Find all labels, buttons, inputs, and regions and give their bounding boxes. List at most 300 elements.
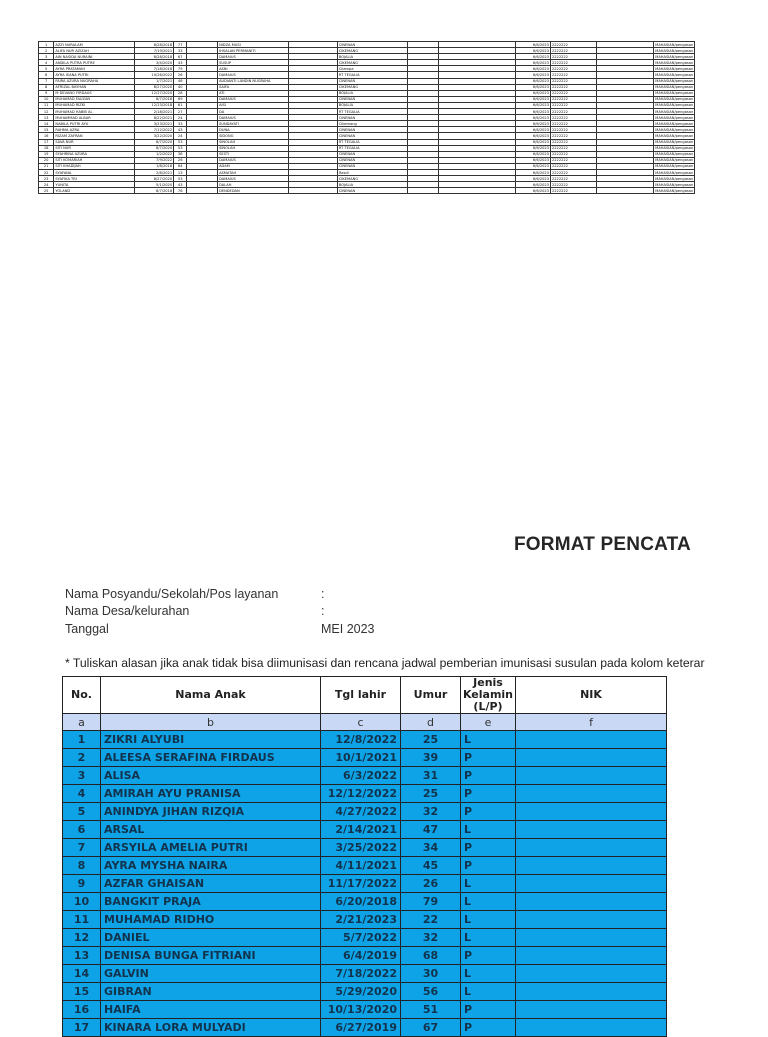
table-row	[63, 731, 667, 749]
cell-no: 14	[63, 965, 101, 983]
overview-cell: MAHASIAN/pengasan	[655, 152, 694, 157]
overview-cell: 7/18/2018	[134, 66, 174, 72]
cell-nama: ARSYILA AMELIA PUTRI	[101, 839, 321, 857]
overview-cell: 14	[39, 121, 54, 127]
overview-cell: DAMAIUS	[218, 176, 289, 182]
overview-cell: 2222222	[550, 48, 596, 54]
overview-cell: CIKEMANG	[337, 60, 407, 66]
overview-cell: CINENAN	[337, 157, 407, 163]
overview-cell: 2222222	[550, 188, 596, 194]
cell-nama: AYRA MYSHA NAIRA	[101, 857, 321, 875]
overview-cell: 8/27/2020	[134, 176, 174, 182]
cell-jk: P	[461, 839, 516, 857]
overview-cell: 43	[174, 127, 187, 133]
overview-cell: BOJALIA	[337, 54, 407, 60]
cell-tgl: 3/25/2022	[321, 839, 401, 857]
overview-cell: 6/6/2023	[515, 48, 550, 54]
overview-cell: 67	[174, 54, 187, 60]
cell-nama: KINARA LORA MULYADI	[101, 1019, 321, 1037]
table-row	[63, 911, 667, 929]
overview-cell: 10/26/2022	[134, 72, 174, 78]
cell-nik	[516, 803, 667, 821]
cell-nik	[516, 857, 667, 875]
cell-jk: P	[461, 1019, 516, 1037]
overview-cell: 27	[174, 109, 187, 115]
overview-table	[38, 41, 695, 194]
cell-umur: 31	[401, 767, 461, 785]
overview-cell: 61	[174, 102, 187, 108]
overview-cell: 6/6/2023	[515, 90, 550, 96]
overview-cell: DAMAIUS	[218, 157, 289, 163]
header-nama: Nama Anak	[101, 677, 321, 714]
overview-cell: 6/6/2023	[515, 127, 550, 133]
overview-cell: MAHASIAN/pengasan	[655, 97, 694, 102]
overview-cell: AISI	[218, 102, 289, 108]
overview-cell: 7/19/2021	[134, 48, 174, 54]
overview-cell: Cilampa	[337, 66, 407, 72]
overview-cell: 2222222	[550, 139, 596, 145]
overview-cell: MAHASIAN/pengasan	[655, 42, 694, 47]
overview-cell: Rasdi	[337, 169, 407, 175]
overview-cell: 1/8/2018	[134, 163, 174, 169]
table-row	[63, 1019, 667, 1037]
cell-nama: ARSAL	[101, 821, 321, 839]
overview-cell: 6/6/2023	[515, 121, 550, 127]
overview-cell: 6/6/2023	[515, 60, 550, 66]
header-jk: Jenis Kelamin (L/P)	[461, 677, 516, 714]
overview-cell: 6/6/2023	[515, 176, 550, 182]
overview-cell: CINENAN	[337, 96, 407, 102]
cell-umur: 30	[401, 965, 461, 983]
overview-cell: 10	[39, 96, 54, 102]
overview-cell: 2222222	[550, 182, 596, 188]
overview-cell: 6	[39, 72, 54, 78]
overview-cell: SYAHRINA AZURA	[54, 151, 134, 157]
overview-cell: 3/23/2021	[134, 121, 174, 127]
overview-cell: Cikemang	[337, 121, 407, 127]
cell-tgl: 10/13/2020	[321, 1001, 401, 1019]
letter-umur: d	[401, 714, 461, 731]
overview-cell: 2222222	[550, 102, 596, 108]
overview-cell: 43	[174, 60, 187, 66]
overview-cell: 12/27/2020	[134, 90, 174, 96]
table-row	[63, 785, 667, 803]
overview-cell: MAHASIAN/pengasan	[655, 182, 694, 187]
table-row	[63, 821, 667, 839]
cell-nama: DENISA BUNGA FITRIANI	[101, 947, 321, 965]
table-row	[63, 839, 667, 857]
overview-cell: 2222222	[550, 78, 596, 84]
overview-cell: 8/28/2018	[134, 42, 174, 48]
header-umur: Umur	[401, 677, 461, 714]
overview-cell: 2222222	[550, 72, 596, 78]
overview-cell: 2/8/2021	[134, 169, 174, 175]
table-row	[63, 749, 667, 767]
overview-cell: DUNA	[218, 127, 289, 133]
cell-nik	[516, 785, 667, 803]
overview-cell	[187, 188, 218, 194]
overview-cell: 2222222	[550, 176, 596, 182]
cell-tgl: 6/3/2022	[321, 767, 401, 785]
overview-cell: MUHAMAD FAUZAN	[54, 96, 134, 102]
overview-cell: 2222222	[550, 90, 596, 96]
overview-cell: 4	[39, 60, 54, 66]
overview-cell: 26	[174, 72, 187, 78]
cell-jk: P	[461, 749, 516, 767]
overview-cell: 2222222	[550, 163, 596, 169]
overview-cell: 21	[39, 163, 54, 169]
cell-umur: 26	[401, 875, 461, 893]
overview-cell: 6/6/2023	[515, 96, 550, 102]
overview-cell: 8/7/2018	[134, 188, 174, 194]
cell-umur: 39	[401, 749, 461, 767]
cell-nik	[516, 731, 667, 749]
overview-cell: 5/1/2020	[134, 182, 174, 188]
cell-no: 4	[63, 785, 101, 803]
overview-cell: 7	[39, 78, 54, 84]
overview-cell: AZZI NURALAM	[54, 42, 134, 48]
cell-jk: L	[461, 983, 516, 1001]
overview-cell: 5	[39, 66, 54, 72]
overview-cell: 23	[39, 176, 54, 182]
cell-nik	[516, 965, 667, 983]
overview-cell: 6/6/2023	[515, 84, 550, 90]
overview-cell: 6/6/2023	[515, 133, 550, 139]
letter-row	[63, 714, 667, 731]
overview-cell: 2/18/2021	[134, 109, 174, 115]
overview-cell: 2222222	[550, 60, 596, 66]
overview-cell: 20	[39, 157, 54, 163]
overview-cell: 53	[174, 139, 187, 145]
overview-cell: DAMAIUS	[218, 54, 289, 60]
overview-cell: 3	[39, 54, 54, 60]
table-row	[63, 947, 667, 965]
overview-cell: MAHASIAN/pengasan	[655, 85, 694, 90]
overview-cell: RT TEGALIA	[337, 145, 407, 151]
overview-cell: 8	[39, 84, 54, 90]
overview-cell: YOLAND	[54, 188, 134, 194]
overview-cell: 6/6/2023	[515, 78, 550, 84]
cell-no: 1	[63, 731, 101, 749]
overview-cell: MAHASIAN/pengasan	[655, 66, 694, 71]
header-nik: NIK	[516, 677, 667, 714]
cell-nama: GALVIN	[101, 965, 321, 983]
overview-cell: AYRA PRATAMAH	[54, 66, 134, 72]
overview-cell: NIDZA MUSI	[218, 42, 289, 48]
overview-cell: BOJALIA	[337, 182, 407, 188]
table-row	[63, 965, 667, 983]
cell-jk: P	[461, 803, 516, 821]
overview-cell: AFRIZAL BAYHAN	[54, 84, 134, 90]
overview-cell: SITI KHADIJAH	[54, 163, 134, 169]
overview-cell: M DEVANO FIRDAUS	[54, 90, 134, 96]
overview-cell: 77	[174, 42, 187, 48]
overview-cell: CINENAN	[337, 115, 407, 121]
overview-cell: 2222222	[550, 96, 596, 102]
overview-cell: 2222222	[550, 84, 596, 90]
overview-cell: 1	[39, 42, 54, 48]
overview-cell: 2222222	[550, 115, 596, 121]
overview-cell: CINENAN	[337, 133, 407, 139]
overview-cell: 7/9/2022	[134, 157, 174, 163]
overview-cell: 79	[174, 66, 187, 72]
posyandu-colon: :	[321, 587, 325, 601]
cell-tgl: 6/27/2019	[321, 1019, 401, 1037]
cell-umur: 67	[401, 1019, 461, 1037]
cell-umur: 25	[401, 731, 461, 749]
cell-nik	[516, 1001, 667, 1019]
overview-cell: 1/7/2021	[134, 78, 174, 84]
overview-cell: MUHAMAD RIZKI	[54, 102, 134, 108]
cell-umur: 68	[401, 947, 461, 965]
overview-cell: YUNITA	[54, 182, 134, 188]
overview-cell: 64	[174, 163, 187, 169]
overview-cell: 7/12/2022	[134, 127, 174, 133]
header-tgl: Tgl lahir	[321, 677, 401, 714]
overview-cell: 24	[174, 115, 187, 121]
overview-cell: ALIFA NUR AZIZAH	[54, 48, 134, 54]
overview-cell: 13	[174, 169, 187, 175]
overview-cell: 2222222	[550, 127, 596, 133]
overview-cell: 6/6/2023	[515, 42, 550, 48]
cell-no: 10	[63, 893, 101, 911]
overview-cell: 8/7/2020	[134, 145, 174, 151]
overview-cell: 25	[39, 188, 54, 194]
overview-cell: MAHASIAN/pengasan	[655, 164, 694, 169]
table-row	[63, 767, 667, 785]
cell-nama: AZFAR GHAISAN	[101, 875, 321, 893]
overview-cell: ASMATAH	[218, 169, 289, 175]
overview-cell: 12	[39, 109, 54, 115]
cell-nama: ANINDYA JIHAN RIZQIA	[101, 803, 321, 821]
overview-cell: RAHMA AZRA	[54, 127, 134, 133]
table-row	[63, 983, 667, 1001]
cell-nik	[516, 839, 667, 857]
overview-cell: SUSUP	[218, 60, 289, 66]
immunization-table	[62, 676, 667, 1037]
overview-cell: CINENAN	[337, 127, 407, 133]
cell-umur: 25	[401, 785, 461, 803]
cell-no: 8	[63, 857, 101, 875]
overview-cell: SITI NUR	[54, 145, 134, 151]
overview-cell: 6/6/2023	[515, 163, 550, 169]
overview-cell: BOJALIA	[337, 90, 407, 96]
overview-cell: 46	[174, 78, 187, 84]
cell-nik	[516, 983, 667, 1001]
table-row	[63, 1001, 667, 1019]
cell-nik	[516, 875, 667, 893]
table-row	[63, 893, 667, 911]
overview-cell: SYAFANA	[54, 169, 134, 175]
cell-nama: MUHAMAD RIDHO	[101, 911, 321, 929]
overview-cell: 18	[39, 145, 54, 151]
overview-cell: CIKEMANG	[337, 84, 407, 90]
overview-cell: MAHASIAN/pengasan	[655, 54, 694, 59]
overview-cell: 26	[174, 157, 187, 163]
overview-cell: 9	[39, 90, 54, 96]
overview-cell: 13	[39, 115, 54, 121]
cell-nama: ALEESA SERAFINA FIRDAUS	[101, 749, 321, 767]
overview-cell: 1/2/2022	[134, 151, 174, 157]
header-row	[63, 677, 667, 714]
overview-cell: 6/6/2023	[515, 151, 550, 157]
overview-cell: 2222222	[550, 54, 596, 60]
overview-cell: 33	[174, 48, 187, 54]
cell-nik	[516, 947, 667, 965]
overview-cell: MUHAMAD HABIB AL	[54, 109, 134, 115]
overview-cell: 2222222	[550, 145, 596, 151]
overview-cell: 40	[174, 84, 187, 90]
overview-cell: 6/6/2023	[515, 66, 550, 72]
overview-cell: SUNDAYATI	[218, 121, 289, 127]
cell-nik	[516, 893, 667, 911]
overview-cell: IHSALAN PERMANITI	[218, 48, 289, 54]
overview-cell	[408, 188, 439, 194]
cell-no: 2	[63, 749, 101, 767]
cell-jk: P	[461, 1001, 516, 1019]
overview-cell: 8/7/2020	[134, 139, 174, 145]
cell-jk: P	[461, 785, 516, 803]
overview-cell: DALAH	[218, 182, 289, 188]
overview-cell: CINENAN	[337, 188, 407, 194]
cell-jk: L	[461, 929, 516, 947]
overview-cell: 2222222	[550, 157, 596, 163]
cell-tgl: 5/29/2020	[321, 983, 401, 1001]
cell-tgl: 12/12/2022	[321, 785, 401, 803]
tanggal-value: MEI 2023	[321, 622, 375, 636]
cell-nama: AMIRAH AYU PRANISA	[101, 785, 321, 803]
overview-cell: SESTI	[218, 151, 289, 157]
overview-cell: 6/6/2023	[515, 139, 550, 145]
overview-cell: DA	[218, 109, 289, 115]
overview-cell: 19	[39, 151, 54, 157]
cell-no: 9	[63, 875, 101, 893]
overview-cell: 12/23/2018	[134, 102, 174, 108]
cell-nik	[516, 911, 667, 929]
overview-cell: DAMAIUS	[218, 96, 289, 102]
cell-umur: 56	[401, 983, 461, 1001]
cell-umur: 32	[401, 803, 461, 821]
overview-cell: MAHASIAN/pengasan	[655, 121, 694, 126]
cell-umur: 45	[401, 857, 461, 875]
cell-tgl: 4/11/2021	[321, 857, 401, 875]
overview-cell	[438, 188, 515, 194]
overview-cell: 2222222	[550, 151, 596, 157]
cell-tgl: 7/18/2022	[321, 965, 401, 983]
overview-cell: 6/6/2023	[515, 169, 550, 175]
table-row	[63, 875, 667, 893]
overview-cell: 53	[174, 145, 187, 151]
cell-nama: BANGKIT PRAJA	[101, 893, 321, 911]
overview-cell: RIZAM ZAFRAN	[54, 133, 134, 139]
cell-jk: P	[461, 767, 516, 785]
overview-cell: CINENAN	[337, 151, 407, 157]
table-row	[63, 803, 667, 821]
overview-cell: AYRA ISANA PUTRI	[54, 72, 134, 78]
overview-cell: SIDONG	[218, 133, 289, 139]
overview-cell: MAHASIAN/pengasan	[655, 127, 694, 132]
cell-tgl: 6/20/2018	[321, 893, 401, 911]
cell-no: 11	[63, 911, 101, 929]
overview-cell: 6/6/2023	[515, 109, 550, 115]
overview-cell: MAHASIAN/pengasan	[655, 176, 694, 181]
overview-cell: MAHASIAN/pengasan	[655, 109, 694, 114]
cell-nama: ALISA	[101, 767, 321, 785]
cell-jk: L	[461, 875, 516, 893]
overview-cell: MAHASIAN/pengasan	[655, 146, 694, 151]
overview-cell: MAHASIAN/pengasan	[655, 133, 694, 138]
overview-cell: 16	[39, 133, 54, 139]
overview-cell: 8/28/2018	[134, 54, 174, 60]
cell-no: 13	[63, 947, 101, 965]
overview-cell: ANDILA PUTRA PUTRE	[54, 60, 134, 66]
overview-cell: 24	[174, 133, 187, 139]
cell-no: 17	[63, 1019, 101, 1037]
overview-cell: MAHASIAN/pengasan	[655, 170, 694, 175]
overview-cell: MAHASIAN/pengasan	[655, 73, 694, 78]
overview-cell: 2222222	[550, 169, 596, 175]
overview-row	[39, 188, 695, 194]
overview-cell: MAHASIAN/pengasan	[655, 48, 694, 53]
cell-umur: 79	[401, 893, 461, 911]
overview-cell: MAHASIAN/pengasan	[655, 115, 694, 120]
overview-cell: 8/22/2021	[134, 115, 174, 121]
cell-umur: 51	[401, 1001, 461, 1019]
cell-jk: P	[461, 947, 516, 965]
overview-cell: SITI KOMARIAH	[54, 157, 134, 163]
letter-no: a	[63, 714, 101, 731]
overview-cell: 2222222	[550, 133, 596, 139]
overview-cell: 33	[174, 121, 187, 127]
letter-jk: e	[461, 714, 516, 731]
cell-no: 6	[63, 821, 101, 839]
overview-cell: SAIFA	[218, 84, 289, 90]
cell-jk: L	[461, 731, 516, 749]
letter-nik: f	[516, 714, 667, 731]
overview-cell: 8/7/2018	[134, 96, 174, 102]
cell-no: 5	[63, 803, 101, 821]
overview-cell	[289, 188, 337, 194]
overview-cell: DAMAIUS	[218, 115, 289, 121]
overview-cell: 6/6/2023	[515, 115, 550, 121]
cell-jk: L	[461, 911, 516, 929]
overview-table-body	[39, 42, 695, 194]
table-row	[63, 857, 667, 875]
overview-cell: CINENAN	[337, 78, 407, 84]
cell-nik	[516, 821, 667, 839]
overview-cell: MAHASIAN/pengasan	[655, 188, 694, 193]
overview-cell: AUDIANTI LANDIN NUGRAHA	[218, 78, 289, 84]
overview-cell: 22	[39, 169, 54, 175]
posyandu-label: Nama Posyandu/Sekolah/Pos layanan	[65, 587, 279, 601]
overview-cell: 6/6/2023	[515, 102, 550, 108]
overview-cell: 6/6/2023	[515, 72, 550, 78]
overview-cell: 2	[39, 48, 54, 54]
overview-cell: FAIRA AZURA NUGRAHA	[54, 78, 134, 84]
overview-cell: ASNI	[218, 66, 289, 72]
overview-cell: 6/6/2023	[515, 54, 550, 60]
overview-cell: 6/6/2023	[515, 188, 550, 194]
cell-jk: L	[461, 893, 516, 911]
cell-nik	[516, 767, 667, 785]
overview-cell: 76	[174, 188, 187, 194]
overview-cell: 3/22/2020	[134, 133, 174, 139]
overview-cell: SYAFIKA TRI	[54, 176, 134, 182]
cell-nama: GIBRAN	[101, 983, 321, 1001]
overview-cell: 6/6/2023	[515, 157, 550, 163]
overview-cell: MAHASIAN/pengasan	[655, 60, 694, 65]
overview-cell: CINENAN	[337, 42, 407, 48]
